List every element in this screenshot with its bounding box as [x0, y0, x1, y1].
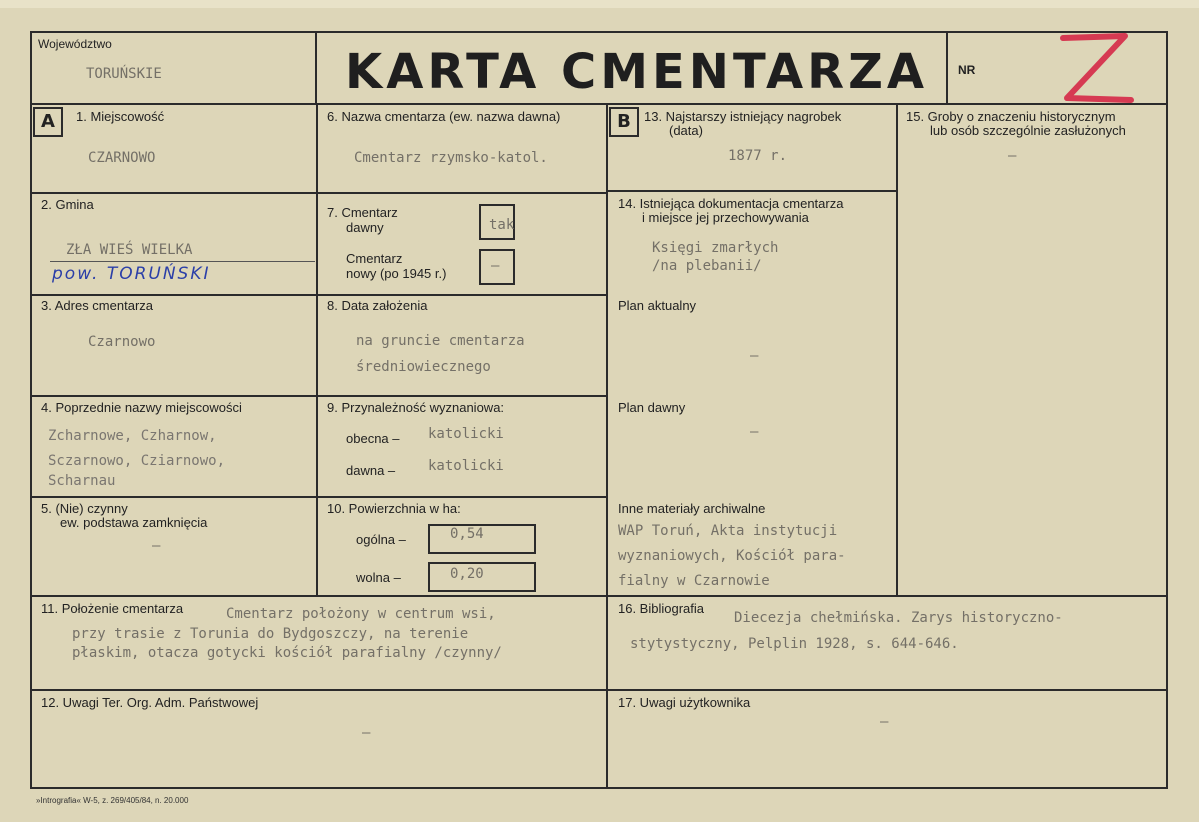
field-2-label: 2. Gmina	[41, 197, 94, 212]
field-7-nowy-label-2: nowy (po 1945 r.)	[346, 266, 447, 281]
inne-materialy-line-1: WAP Toruń, Akta instytucji	[618, 523, 838, 539]
field-16-line-2: stytystyczny, Pelplin 1928, s. 644-646.	[630, 636, 959, 652]
field-7-nowy-value: –	[491, 258, 500, 274]
field-5-value: –	[152, 538, 161, 554]
row-line-b1	[606, 190, 898, 192]
field-7-dawny-label-2: dawny	[346, 220, 384, 235]
field-15-label-2: lub osób szczególnie zasłużonych	[930, 123, 1126, 138]
wojewodztwo-value: TORUŃSKIE	[86, 66, 162, 82]
field-6-label: 6. Nazwa cmentarza (ew. nazwa dawna)	[327, 109, 561, 124]
plan-aktualny-label: Plan aktualny	[618, 298, 697, 313]
field-9-label: 9. Przynależność wyznaniowa:	[327, 400, 505, 415]
row-line-12	[30, 689, 1168, 691]
col-divider-3	[896, 103, 898, 596]
field-10-wolna-value: 0,20	[450, 566, 484, 582]
section-b-marker: B	[609, 107, 639, 137]
field-12-label: 12. Uwagi Ter. Org. Adm. Państwowej	[41, 695, 259, 710]
frame-right	[1166, 31, 1168, 789]
field-2-value: ZŁA WIEŚ WIELKA	[66, 242, 193, 258]
field-16-label: 16. Bibliografia	[618, 601, 704, 616]
field-4-line-3: Scharnau	[48, 473, 116, 489]
card-title: KARTA CMENTARZA	[345, 44, 929, 100]
field-9-obecna-label: obecna –	[346, 431, 400, 446]
field-3-value: Czarnowo	[88, 334, 156, 350]
frame-bottom	[30, 787, 1168, 789]
field-5-label-1: 5. (Nie) czynny	[41, 501, 128, 516]
plan-dawny-label: Plan dawny	[618, 400, 686, 415]
field-13-label-2: (data)	[669, 123, 703, 138]
header-bottom-line	[30, 103, 1168, 105]
print-footer: »Intrografia« W-5, z. 269/405/84, n. 20.000	[36, 796, 189, 805]
field-11-line-2: przy trasie z Torunia do Bydgoszczy, na terenie	[72, 626, 469, 642]
field-14-label-2: i miejsce jej przechowywania	[642, 210, 809, 225]
field-14-line-1: Księgi zmarłych	[652, 240, 779, 256]
row-line-1	[30, 192, 607, 194]
field-9-dawna-value: katolicki	[428, 458, 504, 474]
field-4-line-1: Zcharnowe, Czharnow,	[48, 428, 217, 444]
field-10-ogolna-value: 0,54	[450, 526, 484, 542]
col-divider-2	[606, 103, 608, 787]
inne-materialy-line-3: fialny w Czarnowie	[618, 573, 770, 589]
frame-left	[30, 31, 32, 789]
field-7-dawny-label-1: 7. Cmentarz	[327, 205, 398, 220]
field-16-line-1: Diecezja chełmińska. Zarys historyczno-	[734, 610, 1063, 626]
inne-materialy-label: Inne materiały archiwalne	[618, 501, 766, 516]
field-10-label: 10. Powierzchnia w ha:	[327, 501, 461, 516]
field-6-value: Cmentarz rzymsko-katol.	[354, 150, 548, 166]
field-7-nowy-label-1: Cmentarz	[346, 251, 403, 266]
field-15-label-1: 15. Groby o znaczeniu historycznym	[906, 109, 1116, 124]
field-11-label: 11. Położenie cmentarza	[41, 601, 184, 616]
field-1-value: CZARNOWO	[88, 150, 156, 166]
nr-label: NR	[958, 63, 976, 77]
row-line-3	[30, 395, 607, 397]
nr-red-mark	[1055, 32, 1135, 104]
field-5-label-2: ew. podstawa zamknięcia	[60, 515, 208, 530]
header-divider-1	[315, 31, 317, 105]
field-2-underline	[50, 261, 315, 262]
section-a-marker: A	[33, 107, 63, 137]
field-11-line-1: Cmentarz położony w centrum wsi,	[226, 606, 496, 622]
plan-dawny-value: –	[750, 424, 759, 440]
wojewodztwo-label: Województwo	[38, 37, 112, 51]
frame-top	[30, 31, 1168, 33]
field-10-wolna-label: wolna –	[356, 570, 401, 585]
field-9-dawna-label: dawna –	[346, 463, 396, 478]
field-11-line-3: płaskim, otacza gotycki kościół parafialny /czynny/	[72, 645, 502, 661]
field-3-label: 3. Adres cmentarza	[41, 298, 153, 313]
field-14-line-2: /na plebanii/	[652, 258, 762, 274]
plan-aktualny-value: –	[750, 348, 759, 364]
field-13-label-1: 13. Najstarszy istniejący nagrobek	[644, 109, 842, 124]
field-10-ogolna-label: ogólna –	[356, 532, 406, 547]
field-8-line-1: na gruncie cmentarza	[356, 333, 525, 349]
field-9-obecna-value: katolicki	[428, 426, 504, 442]
field-13-value: 1877 r.	[728, 148, 788, 164]
field-17-value: –	[880, 714, 889, 730]
field-17-label: 17. Uwagi użytkownika	[618, 695, 751, 710]
field-1-label: 1. Miejscowość	[76, 109, 165, 124]
card-top-edge	[0, 0, 1199, 8]
header-divider-2	[946, 31, 948, 105]
row-line-11	[30, 595, 1168, 597]
row-line-2	[30, 294, 607, 296]
inne-materialy-line-2: wyznaniowych, Kościół para-	[618, 548, 846, 564]
field-7-dawny-value: tak	[489, 217, 515, 233]
field-4-label: 4. Poprzednie nazwy miejscowości	[41, 400, 242, 415]
field-14-label-1: 14. Istniejąca dokumentacja cmentarza	[618, 196, 844, 211]
col-divider-1	[316, 103, 318, 596]
field-8-line-2: średniowiecznego	[356, 359, 491, 375]
field-12-value: –	[362, 725, 371, 741]
field-4-line-2: Sczarnowo, Cziarnowo,	[48, 453, 226, 469]
field-8-label: 8. Data założenia	[327, 298, 428, 313]
row-line-4	[30, 496, 607, 498]
field-2-handwritten-note: pow. TORUŃSKI	[52, 264, 211, 284]
field-15-value: –	[1008, 148, 1017, 164]
